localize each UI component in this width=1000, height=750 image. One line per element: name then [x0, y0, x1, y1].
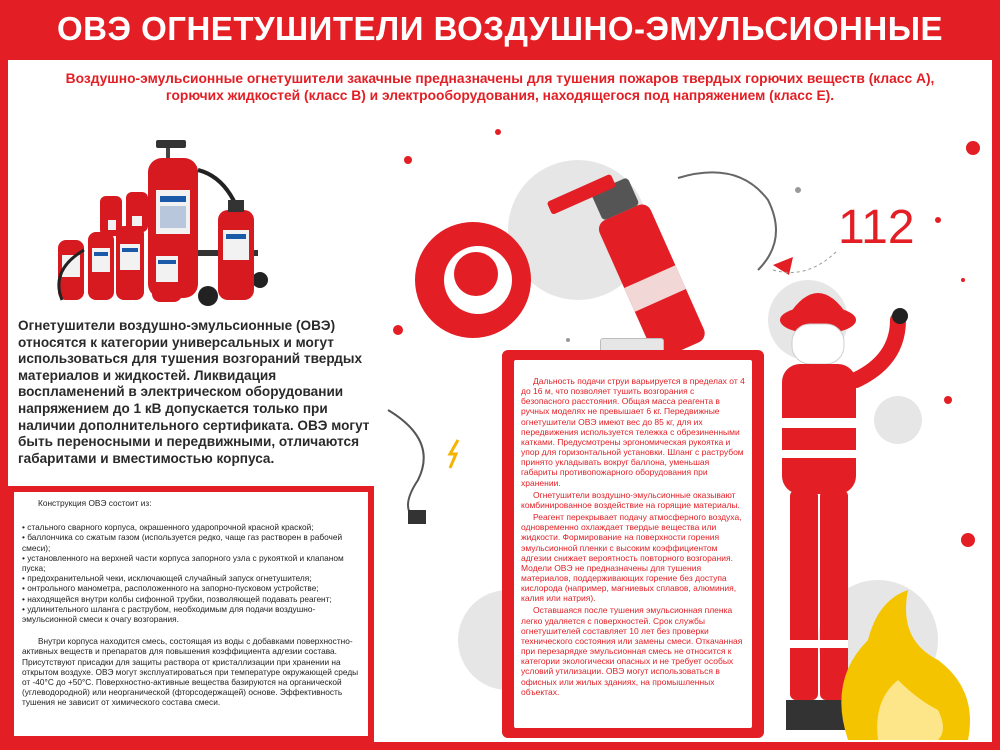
- red-ring-icon: [415, 222, 531, 338]
- plug-icon: [388, 410, 458, 524]
- info-board: [502, 350, 764, 738]
- intro-line-1: Воздушно-эмульсионные огнетушители закачные предназначены для тушения пожаров твердых горючих веществ (класс А),: [65, 71, 935, 86]
- extinguishers-photo: [48, 100, 288, 310]
- construction-item: • баллончика со сжатым газом (используется редко, чаще газ растворен в рабочей смеси);: [22, 532, 343, 553]
- construction-item: • находящейся внутри колбы сифонной трубки, позволяющей подавать реагент;: [22, 593, 332, 604]
- intro-line-2: горючих жидкостей (класс В) и электрооборудования, находящегося под напряжением (класс Е).: [165, 88, 835, 103]
- construction-paragraph: Внутри корпуса находится смесь, состоящая из воды с добавками поверхностно-активных веществ и препаратов для повышения коэффициента адгезии состава. Присутствуют присадки для защиты раствора от кристаллизации при хранении на открытом воздухе. ОВЭ могут эксплуатироваться при температуре окружающей среды от -40°С до +50°С. Поверхностно-активные вещества базируются на органической (углеводородной) или неорганической (фторсодержащей) основе. Эффективность тушения не зависит от химического состава смеси.: [22, 636, 359, 708]
- board-paragraph: Оставшаяся после тушения эмульсионная пленка легко удаляется с поверхностей. Срок службы огнетушителей составляет 10 лет без проверки технического состояния или замены смеси. Откачанная при перезарядке эмульсионная смесь не относится к категории экологически опасных и не требует особых условий утилизации. ОВЭ могут использоваться в офисных или жилых зданиях, на промышленных объектах.: [521, 605, 743, 697]
- emergency-number: 112: [838, 201, 915, 254]
- construction-item: • онтрольного манометра, расположенного на запорно-пусковом устройстве;: [22, 583, 319, 594]
- construction-item: • предохранительной чеки, исключающей случайный запуск огнетушителя;: [22, 573, 312, 584]
- info-board-text: [514, 360, 752, 728]
- main-description: Огнетушители воздушно-эмульсионные (ОВЭ) относятся к категории универсальных и могут использоваться для тушения возгораний твердых материалов и жидкостей. Ликвидация воспламенений в электрическом оборудовании напряжением до 1 кВ допускается только при наличии дополнительного сертификата. ОВЭ могут быть переносными и передвижными, отличаются габаритами и вместимостью корпуса.: [18, 318, 370, 466]
- construction-content: [14, 492, 368, 736]
- board-paragraph: Огнетушители воздушно-эмульсионные оказывают комбинированное воздействие на горящие материалы.: [521, 489, 740, 510]
- board-paragraph: Реагент перекрывает подачу атмосферного воздуха, одновременно охлаждает твердые вещества или жидкости. Формирование на поверхности горения эмульсионной пленки с высоким коэффициентом адгезии снижает вероятность повторного возгорания. Модели ОВЭ не предназначены для тушения материалов, поддерживающих горение без доступа кислорода (например, магниевых сплавов, алюминия, калия или натрия).: [521, 512, 742, 604]
- construction-heading: Конструкция ОВЭ состоит из:: [38, 498, 152, 508]
- construction-item: • установленного на верхней части корпуса запорного узла с рукояткой и клапаном пуска;: [22, 552, 344, 574]
- construction-item: • удлинительного шланга с раструбом, необходимым для подачи воздушно-эмульсионной смеси к очагу возгорания.: [22, 603, 316, 625]
- construction-item: • стального сварного корпуса, окрашенного ударопрочной красной краской;: [22, 522, 314, 533]
- board-paragraph: Дальность подачи струи варьируется в пределах от 4 до 16 м, что позволяет тушить возгорания с безопасного расстояния. Общая масса реагента в ручных моделях не превышает 6 кг. Передвижные огнетушители ОВЭ имеют вес до 85 кг, для их передвижения используется тележка с обрезиненными катками. Предусмотрены эргономическая рукоятка и упор для горизонтальной установки. Шланг с раструбом принято укладывать вокруг баллона, уменьшая габариты противопожарного оборудования при хранении.: [521, 376, 745, 488]
- intro-text: [18, 70, 982, 104]
- title-bar: [0, 0, 1000, 58]
- extinguisher-medium-icon: [218, 200, 254, 300]
- content-panel: [8, 60, 992, 742]
- construction-box: [8, 486, 374, 742]
- poster-title: ОВЭ ОГНЕТУШИТЕЛИ ВОЗДУШНО-ЭМУЛЬСИОННЫЕ: [56, 10, 944, 47]
